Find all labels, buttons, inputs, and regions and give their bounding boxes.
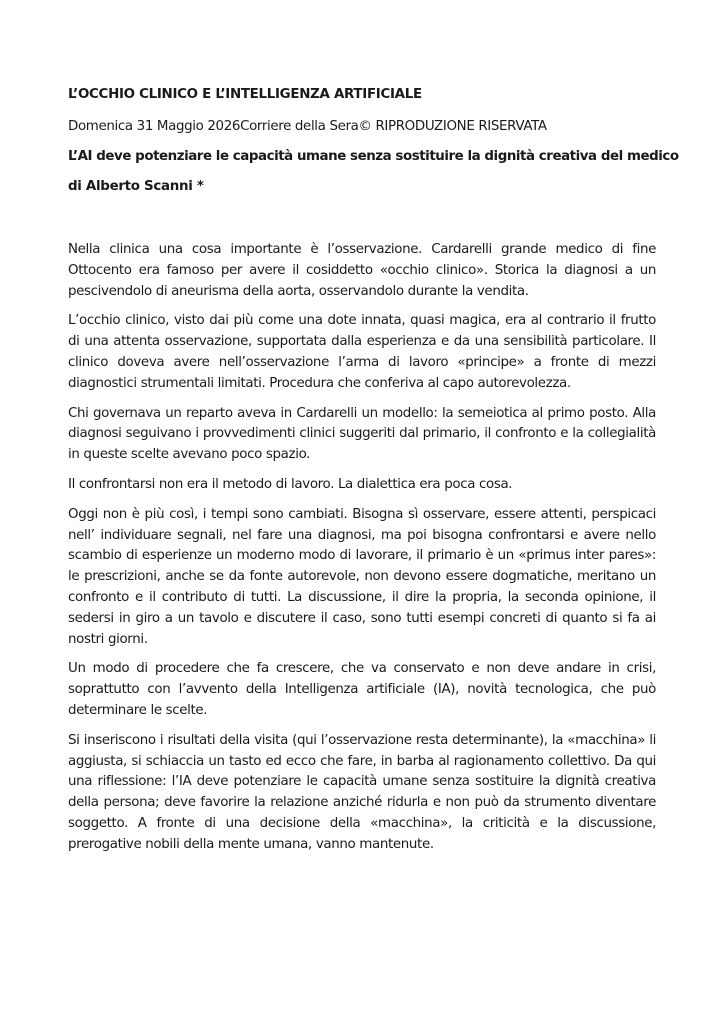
paragraph: Nella clinica una cosa importante è l’osservazione. Cardarelli grande medico di fine Ottocento era famoso per avere il cosiddetto «occhio clinico». Storica la diagnosi a un pescivendolo di aneurisma della aorta, osservandolo durante la vendita. <box>68 242 656 299</box>
article-author: di Alberto Scanni * <box>68 179 204 194</box>
document-page <box>68 86 679 865</box>
paragraph: Un modo di procedere che fa crescere, che va conservato e non deve andare in crisi, soprattutto con l’avvento della Intelligenza artificiale (IA), novità tecnologica, che può determinare le scelte. <box>68 661 656 718</box>
paragraph: Chi governava un reparto aveva in Cardarelli un modello: la semeiotica al primo posto. Alla diagnosi seguivano i provvedimenti clinici suggeriti dal primario, il confronto e la collegialità in queste scelte avevano poco spazio. <box>68 405 656 463</box>
article-dateline: Domenica 31 Maggio 2026Corriere della Sera© RIPRODUZIONE RISERVATA <box>68 119 547 134</box>
article-body <box>68 240 656 856</box>
article-title: L’OCCHIO CLINICO E L’INTELLIGENZA ARTIFICIALE <box>68 87 422 102</box>
article-subtitle: L’AI deve potenziare le capacità umane senza sostituire la dignità creativa del medico <box>68 149 679 164</box>
paragraph: Si inseriscono i risultati della visita (qui l’osservazione resta determinante), la «macchina» li aggiusta, si schiaccia un tasto ed ecco che fare, in barba al ragionamento collettivo. Da qui una riflessione: l’IA deve potenziare le capacità umane senza sostituire la dignità creativa della persona; deve favorire la relazione anziché ridurla e non può da strumento diventare soggetto. A fronte di una decisione della «macchina», la criticità e la discussione, prerogative nobili della mente umana, vanno mantenute. <box>68 732 656 852</box>
paragraph: L’occhio clinico, visto dai più come una dote innata, quasi magica, era al contrario il frutto di una attenta osservazione, supportata dalla esperienza e da una sensibilità particolare. Il clinico doveva avere nell’osservazione l’arma di lavoro «principe» a fronte di mezzi diagnostici strumentali limitati. Procedura che conferiva al capo autorevolezza. <box>68 313 656 391</box>
paragraph: Il confrontarsi non era il metodo di lavoro. La dialettica era poca cosa. <box>68 476 513 492</box>
paragraph: Oggi non è più così, i tempi sono cambiati. Bisogna sì osservare, essere attenti, perspicaci nell’ individuare segnali, nel fare una diagnosi, ma poi bisogna confrontarsi e avere nello scambio di esperienze un moderno modo di lavorare, il primario è un «primus inter pares»: le prescrizioni, anche se da fonte autorevole, non devono essere dogmatiche, meritano un confronto e il contributo di tutti. La discussione, il dire la propria, la seconda opinione, il sedersi in giro a un tavolo e discutere il caso, sono tutti esempi concreti di quanto si fa ai nostri giorni. <box>68 506 656 647</box>
